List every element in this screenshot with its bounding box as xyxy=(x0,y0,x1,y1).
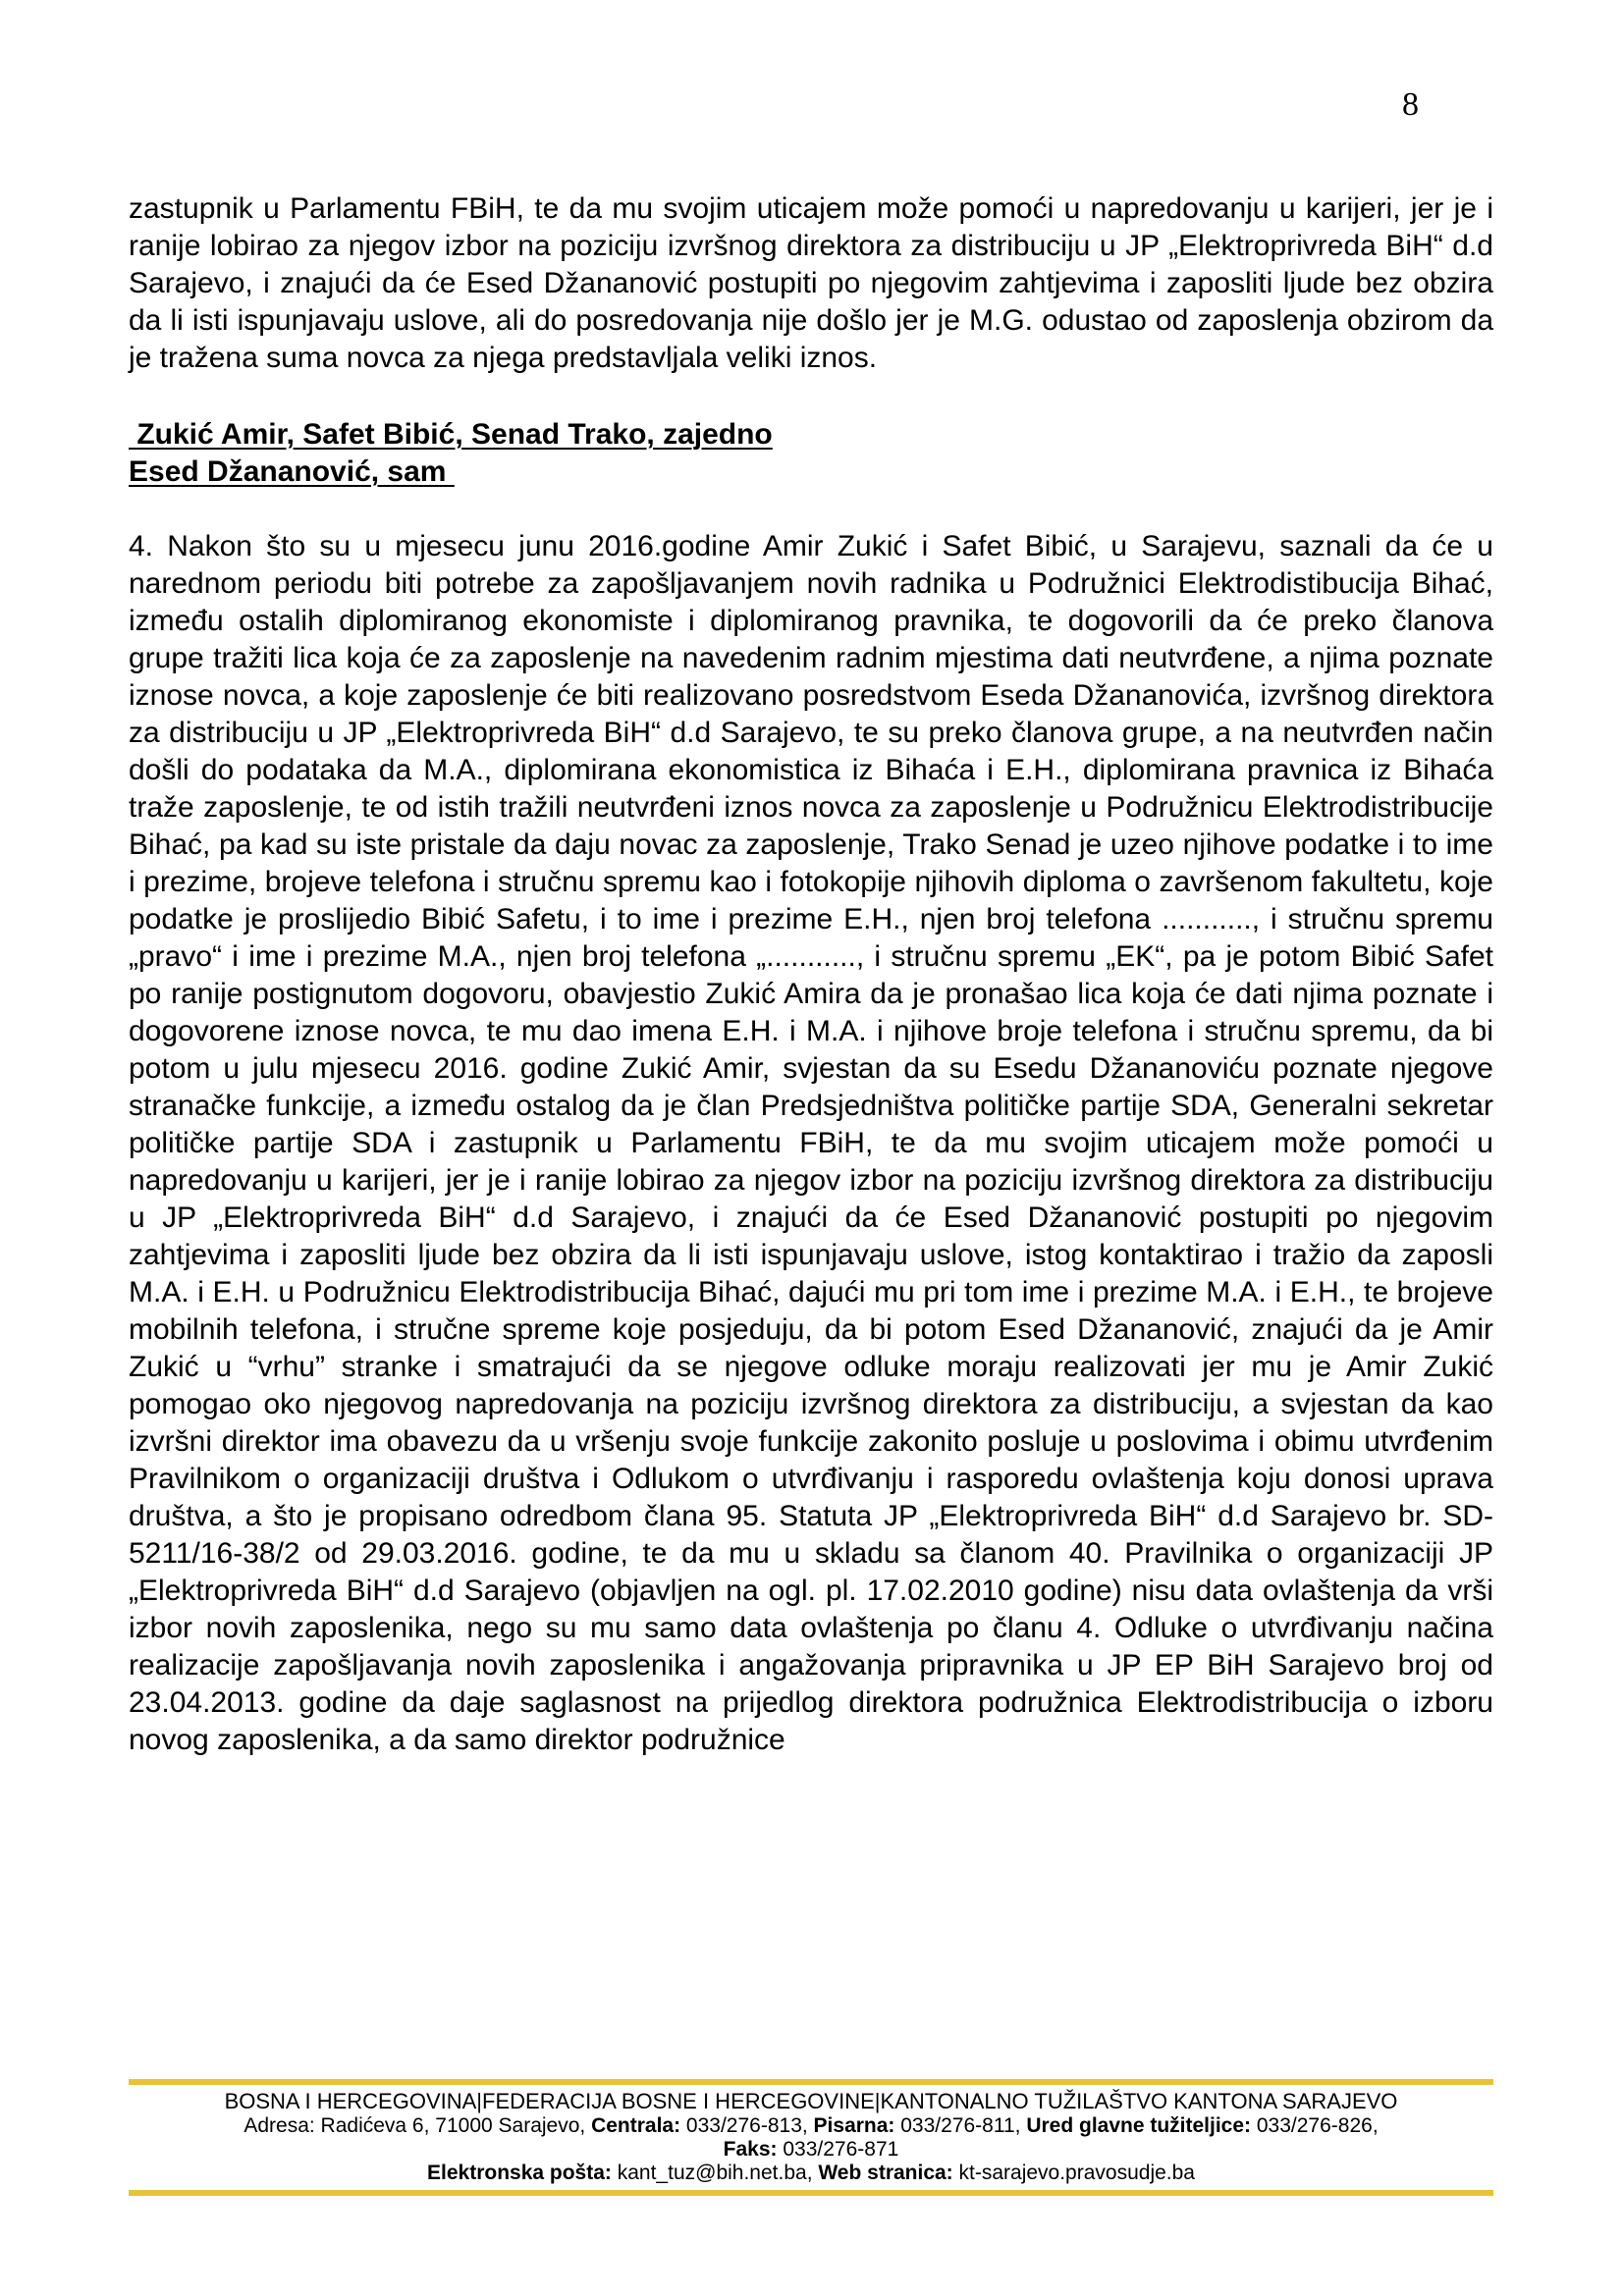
heading-line-1 xyxy=(129,416,1493,454)
page-footer xyxy=(129,2079,1493,2196)
footer-address-text: Adresa: Radićeva 6, 71000 Sarajevo, xyxy=(243,2114,592,2137)
footer-pisarna-label: Pisarna: xyxy=(813,2114,895,2137)
footer-email-value: kant_tuz@bih.net.ba, xyxy=(611,2162,819,2184)
footer-centrala-label: Centrala: xyxy=(591,2114,681,2137)
section-heading xyxy=(129,416,1493,491)
paragraph-count-4: 4. Nakon što su u mjesecu junu 2016.godine Amir Zukić i Safet Bibić, u Sarajevu, saznali da će u narednom periodu biti potrebe za zapošljavanjem novih radnika u Podružnici Elektrodistibucija Bihać, između ostalih diplomiranog ekonomiste i diplomiranog pravnika, te dogovorili da će preko članova grupe tražiti lica koja će za zaposlenje na navedenim radnim mjestima dati neutvrđene, a njima poznate iznose novca, a koje zaposlenje će biti realizovano posredstvom Eseda Džananovića, izvršnog direktora za distribuciju u JP „Elektroprivreda BiH“ d.d Sarajevo, te su preko članova grupe, a na neutvrđen način došli do podataka da M.A., diplomirana ekonomistica iz Bihaća i E.H., diplomirana pravnica iz Bihaća traže zaposlenje, te od istih tražili neutvrđeni iznos novca za zaposlenje u Podružnicu Elektrodistribucije Bihać, pa kad su iste pristale da daju novac za zaposlenje, Trako Senad je uzeo njihove podatke i to ime i prezime, brojeve telefona i stručnu spremu kao i fotokopije njihovih diploma o završenom fakultetu, koje podatke je proslijedio Bibić Safetu, i to ime i prezime E.H., njen broj telefona ..........., i stručnu spremu „pravo“ i ime i prezime M.A., njen broj telefona „..........., i stručnu spremu „EK“, pa je potom Bibić Safet po ranije postignutom dogovoru, obavjestio Zukić Amira da je pronašao lica koja će dati njima poznate i dogovorene iznose novca, te mu dao imena E.H. i M.A. i njihove broje telefona i stručnu spremu, da bi potom u julu mjesecu 2016. godine Zukić Amir, svjestan da su Esedu Džananoviću poznate njegove stranačke funkcije, a između ostalog da je član Predsjedništva političke partije SDA, Generalni sekretar političke partije SDA i zastupnik u Parlamentu FBiH, te da mu svojim uticajem može pomoći u napredovanju u karijeri, jer je i ranije lobirao za njegov izbor na poziciju izvršnog direktora za distribuciju u JP „Elektroprivreda BiH“ d.d Sarajevo, i znajući da će Esed Džananović postupiti po njegovim zahtjevima i zaposliti ljude bez obzira da li isti ispunjavaju uslove, istog kontaktirao i tražio da zaposli M.A. i E.H. u Podružnicu Elektrodistribucija Bihać, dajući mu pri tom ime i prezime M.A. i E.H., te brojeve mobilnih telefona, i stručne spreme koje posjeduju, da bi potom Esed Džananović, znajući da je Amir Zukić u “vrhu” stranke i smatrajući da se njegove odluke moraju realizovati jer mu je Amir Zukić pomogao oko njegovog napredovanja na poziciju izvršnog direktora za distribuciju, a svjestan da kao izvršni direktor ima obavezu da u vršenju svoje funkcije zakonito posluje u poslovima i obimu utvrđenim Pravilnikom o organizaciji društva i Odlukom o utvrđivanju i rasporedu ovlaštenja koju donosi uprava društva, a što je propisano odredbom člana 95. Statuta JP „Elektroprivreda BiH“ d.d Sarajevo br. SD-5211/16-38/2 od 29.03.2016. godine, te da mu u skladu sa članom 40. Pravilnika o organizaciji JP „Elektroprivreda BiH“ d.d Sarajevo (objavljen na ogl. pl. 17.02.2010 godine) nisu data ovlaštenja da vrši izbor novih zaposlenika, nego su mu samo data ovlaštenja po članu 4. Odluke o utvrđivanju načina realizacije zapošljavanja novih zaposlenika i angažovanja pripravnika u JP EP BiH Sarajevo broj od 23.04.2013. godine da daje saglasnost na prijedlog direktora podružnica Elektrodistribucija o izboru novog zaposlenika, a da samo direktor podružnice xyxy=(129,530,1493,1756)
document-body xyxy=(129,190,1493,1759)
heading-line-1-text: Zukić Amir, Safet Bibić, Senad Trako, zajedno xyxy=(129,418,773,451)
footer-top-rule xyxy=(129,2079,1493,2085)
footer-web-label: Web stranica: xyxy=(818,2162,953,2184)
footer-address-line xyxy=(129,2114,1493,2138)
footer-email-label: Elektronska pošta: xyxy=(427,2162,612,2184)
heading-line-2-text: Esed Džananović, sam xyxy=(129,455,455,488)
footer-web-value: kt-sarajevo.pravosudje.ba xyxy=(952,2162,1195,2184)
paragraph-intro: zastupnik u Parlamentu FBiH, te da mu svojim uticajem može pomoći u napredovanju u karijeri, jer je i ranije lobirao za njegov izbor na poziciju izvršnog direktora za distribuciju u JP „Elektroprivreda BiH“ d.d Sarajevo, i znajući da će Esed Džananović postupiti po njegovim zahtjevima i zaposliti ljude bez obzira da li isti ispunjavaju uslove, ali do posredovanja nije došlo jer je M.G. odustao od zaposlenja obzirom da je tražena suma novca za njega predstavljala veliki iznos. xyxy=(129,192,1493,374)
heading-line-2 xyxy=(129,454,1493,491)
footer-ured-number: 033/276-826, xyxy=(1251,2114,1379,2137)
footer-institution-line: BOSNA I HERCEGOVINA|FEDERACIJA BOSNE I HERCEGOVINE|KANTONALNO TUŽILAŠTVO KANTONA SARAJEVO xyxy=(224,2089,1398,2113)
footer-contact-line xyxy=(129,2162,1493,2185)
page-number: 8 xyxy=(1402,86,1419,123)
footer-pisarna-number: 033/276-811, xyxy=(894,2114,1027,2137)
footer-faks-number: 033/276-871 xyxy=(777,2138,899,2161)
footer-fax-line xyxy=(129,2138,1493,2162)
footer-bottom-rule xyxy=(129,2190,1493,2196)
footer-centrala-number: 033/276-813, xyxy=(680,2114,814,2137)
footer-faks-label: Faks: xyxy=(723,2138,778,2161)
footer-ured-label: Ured glavne tužiteljice: xyxy=(1026,2114,1252,2137)
